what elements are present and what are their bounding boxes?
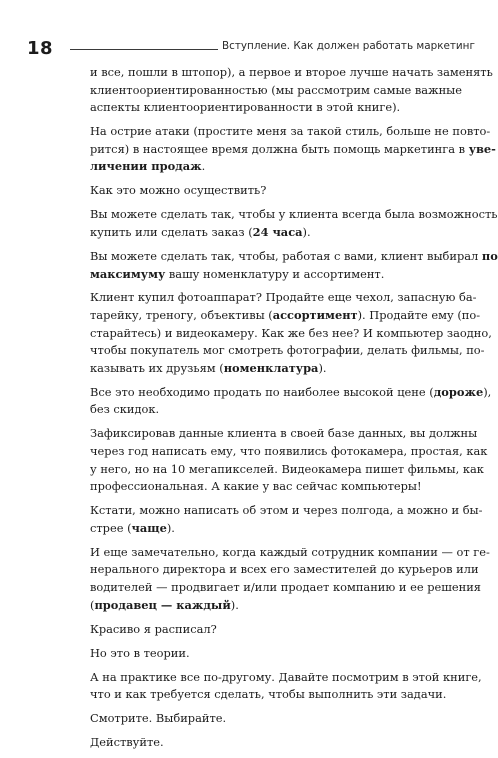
emphasis-text: дороже bbox=[433, 384, 484, 399]
emphasis-text: личении продаж bbox=[90, 159, 202, 174]
paragraph-6 bbox=[90, 289, 492, 377]
text-run: тарейку, треногу, объективы ( bbox=[90, 308, 273, 323]
text-line: Но это в теории. bbox=[90, 645, 190, 660]
emphasis-text: чаще bbox=[131, 520, 167, 535]
text-line: через год написать ему, что появились фотокамера, простая, как bbox=[90, 444, 488, 459]
text-run: купить или сделать заказ ( bbox=[90, 224, 253, 239]
text-line bbox=[90, 360, 428, 378]
text-run: ( bbox=[90, 597, 95, 612]
text-run: Вы можете сделать так, чтобы, работая с вами, клиент выбирал bbox=[90, 248, 482, 263]
body-text bbox=[90, 64, 498, 758]
text-line: Смотрите. Выбирайте. bbox=[90, 711, 227, 726]
text-run: Все это необходимо продать по наиболее высокой цене ( bbox=[90, 384, 434, 399]
paragraph-7 bbox=[90, 384, 492, 419]
emphasis-text: продавец — каждый bbox=[94, 597, 231, 612]
paragraph-13 bbox=[90, 669, 482, 704]
text-line: Действуйте. bbox=[90, 735, 164, 750]
text-run: стрее ( bbox=[90, 520, 132, 535]
text-line: Как это можно осуществить? bbox=[90, 183, 267, 198]
text-line bbox=[90, 520, 428, 538]
paragraph-12 bbox=[90, 645, 428, 663]
text-run: ). bbox=[166, 520, 175, 535]
text-line: водителей — продвигает и/или продает компанию и ее решения bbox=[90, 579, 481, 594]
paragraph-10 bbox=[90, 544, 490, 614]
paragraph-8 bbox=[90, 425, 488, 495]
text-run: вашу номенклатуру и ассортимент. bbox=[165, 266, 385, 281]
text-line: нерального директора и всех его заместителей до курьеров или bbox=[90, 562, 479, 577]
paragraph-15 bbox=[90, 734, 428, 752]
text-line: без скидок. bbox=[90, 402, 160, 417]
text-line bbox=[90, 158, 428, 176]
text-line: Зафиксировав данные клиента в своей базе данных, вы должны bbox=[90, 426, 478, 441]
header-rule bbox=[70, 49, 218, 50]
text-line bbox=[90, 266, 428, 284]
text-line: чтобы покупатель мог смотреть фотографии, делать фильмы, по- bbox=[90, 343, 485, 358]
text-line: На острие атаки (простите меня за такой стиль, больше не повто- bbox=[90, 124, 491, 139]
text-line: что и как требуется сделать, чтобы выполнить эти задачи. bbox=[90, 687, 447, 702]
paragraph-1 bbox=[90, 64, 493, 117]
text-run: ). bbox=[318, 360, 327, 375]
text-run: ). Продайте ему (по- bbox=[357, 308, 481, 323]
emphasis-text: 24 часа bbox=[252, 224, 303, 239]
emphasis-text: ассортимент bbox=[272, 308, 358, 323]
text-line: профессиональная. А какие у вас сейчас компьютеры! bbox=[90, 479, 422, 494]
page-header bbox=[0, 0, 489, 60]
text-line bbox=[90, 141, 496, 159]
text-line: Красиво я расписал? bbox=[90, 621, 217, 636]
emphasis-text: уве- bbox=[468, 141, 496, 156]
paragraph-5 bbox=[90, 248, 498, 283]
page-number: 18 bbox=[27, 38, 54, 59]
text-line: Клиент купил фотоаппарат? Продайте еще чехол, запасную ба- bbox=[90, 290, 477, 305]
text-line: и все, пошли в штопор), а первое и второе лучше начать заменять bbox=[90, 65, 493, 79]
text-line: Кстати, можно написать об этом и через полгода, а можно и бы- bbox=[90, 503, 483, 518]
text-line bbox=[90, 597, 428, 615]
paragraph-3 bbox=[90, 182, 428, 200]
emphasis-text: максимуму bbox=[90, 266, 166, 281]
paragraph-14 bbox=[90, 710, 428, 728]
text-run: ), bbox=[483, 384, 492, 399]
text-line bbox=[90, 224, 428, 242]
text-run: . bbox=[201, 159, 206, 174]
text-line: у него, но на 10 мегапикселей. Видеокамера пишет фильмы, как bbox=[90, 461, 484, 476]
paragraph-11 bbox=[90, 621, 428, 639]
paragraph-2 bbox=[90, 123, 496, 176]
text-line bbox=[90, 384, 492, 402]
text-run: ). bbox=[230, 597, 239, 612]
text-line bbox=[90, 248, 498, 266]
text-line bbox=[90, 307, 481, 325]
text-line: клиентоориентированностью (мы рассмотрим самые важные bbox=[90, 82, 462, 97]
text-line: Вы можете сделать так, чтобы у клиента всегда была возможность bbox=[90, 207, 498, 222]
text-line: И еще замечательно, когда каждый сотрудник компании — от ге- bbox=[90, 544, 490, 559]
text-run: рится) в настоящее время должна быть помощь маркетинга в bbox=[90, 141, 469, 156]
paragraph-9 bbox=[90, 502, 483, 537]
text-run: казывать их друзьям ( bbox=[90, 360, 224, 375]
emphasis-text: по bbox=[481, 248, 498, 263]
text-line: старайтесь) и видеокамеру. Как же без нее? И компьютер заодно, bbox=[90, 325, 492, 340]
text-run: ). bbox=[302, 224, 311, 239]
text-line: аспекты клиентоориентированности в этой книге). bbox=[90, 100, 401, 115]
running-title: Вступление. Как должен работать маркетинг bbox=[222, 40, 475, 52]
text-line: А на практике все по-другому. Давайте посмотрим в этой книге, bbox=[90, 669, 482, 684]
paragraph-4 bbox=[90, 206, 498, 241]
emphasis-text: номенклатура bbox=[223, 360, 319, 375]
